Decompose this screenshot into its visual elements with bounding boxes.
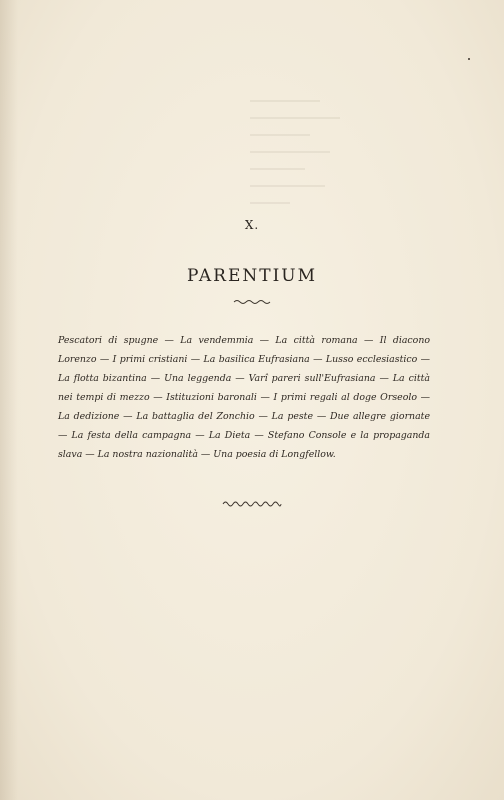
chapter-title: PARENTIUM [186, 266, 318, 286]
show-through-text [250, 100, 360, 270]
ink-speck [468, 58, 470, 60]
chapter-summary: Pescatori di spugne — La vendemmia — La città romana — Il diacono Lorenzo — I primi cristiani — La basilica Eufrasiana — Lusso ecclesiastico — La flotta bizantina — Una leggenda — Varî pareri sull'Eufrasiana — La città nei tempi di mezzo — Istituzioni baronali — I primi regali al doge Orseolo — La dedizione — La battaglia del Zonchio — La peste — Due allegre giornate — La festa della campagna — La Dieta — Stefano Console e la propaganda slava — La nostra nazionalità — Una poesia di Longfellow. [58, 335, 430, 460]
chapter-number: X. [244, 218, 260, 232]
title-ornament [0, 293, 504, 311]
wave-ornament-icon [233, 298, 271, 306]
end-ornament [0, 496, 504, 514]
wave-ornament-icon [222, 499, 282, 509]
